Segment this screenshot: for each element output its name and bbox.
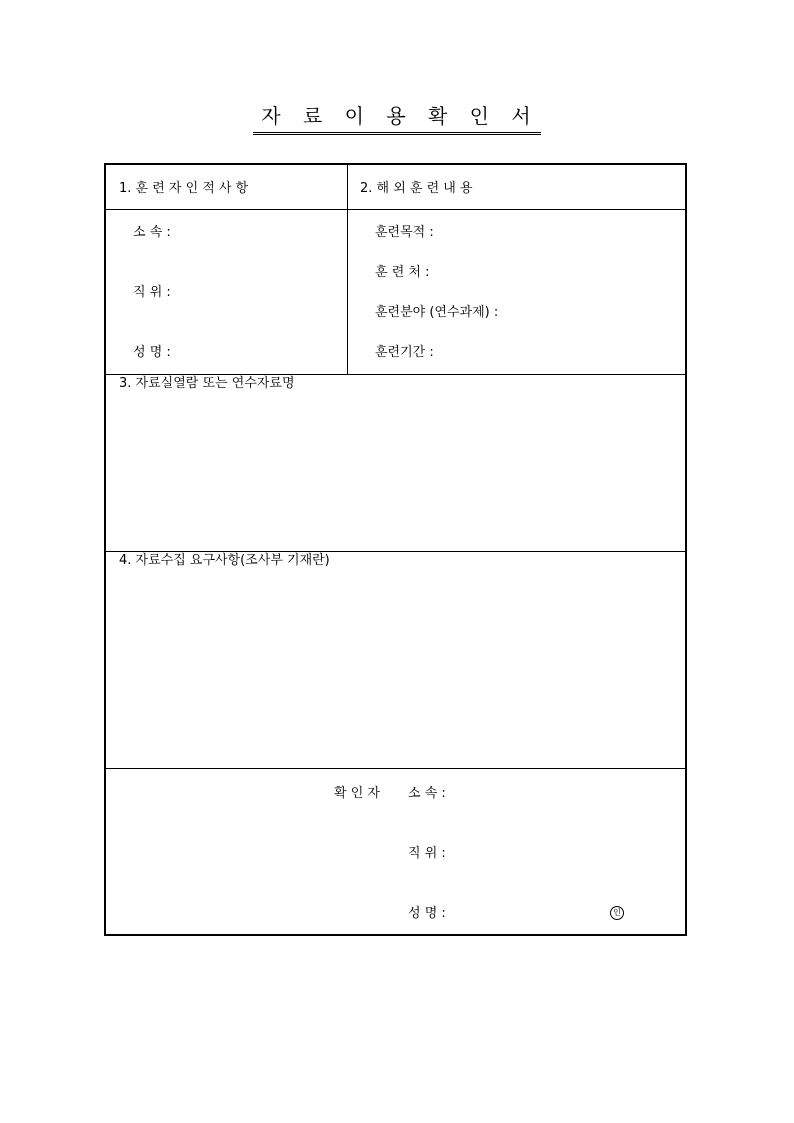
confirmer-name-label: 성 명 : <box>408 906 446 921</box>
column-divider <box>347 165 348 374</box>
confirmer-label: 확 인 자 <box>334 786 380 801</box>
training-period-label: 훈련기간 : <box>375 345 434 360</box>
confirmer-position-label: 직 위 : <box>408 846 446 861</box>
section1-header: 1. 훈 련 자 인 적 사 항 <box>119 181 249 196</box>
trainee-affiliation-label: 소 속 : <box>133 225 171 240</box>
section3-header: 3. 자료실열람 또는 연수자료명 <box>119 376 295 391</box>
training-place-label: 훈 련 처 : <box>375 265 430 280</box>
trainee-name-label: 성 명 : <box>133 345 171 360</box>
section2-header: 2. 해 외 훈 련 내 용 <box>360 181 473 196</box>
header-divider <box>106 209 685 210</box>
trainee-position-label: 직 위 : <box>133 285 171 300</box>
training-purpose-label: 훈련목적 : <box>375 225 434 240</box>
section4-divider <box>106 551 685 552</box>
seal-mark: 인 <box>610 906 624 920</box>
document-title-wrap <box>0 104 794 135</box>
training-field-label: 훈련분야 (연수과제) : <box>375 305 499 320</box>
section4-header: 4. 자료수집 요구사항(조사부 기재란) <box>119 553 330 568</box>
section3-divider <box>106 374 685 375</box>
confirmation-form <box>104 163 687 936</box>
confirmation-divider <box>106 768 685 769</box>
confirmer-affiliation-label: 소 속 : <box>408 786 446 801</box>
document-title: 자 료 이 용 확 인 서 <box>253 104 540 135</box>
